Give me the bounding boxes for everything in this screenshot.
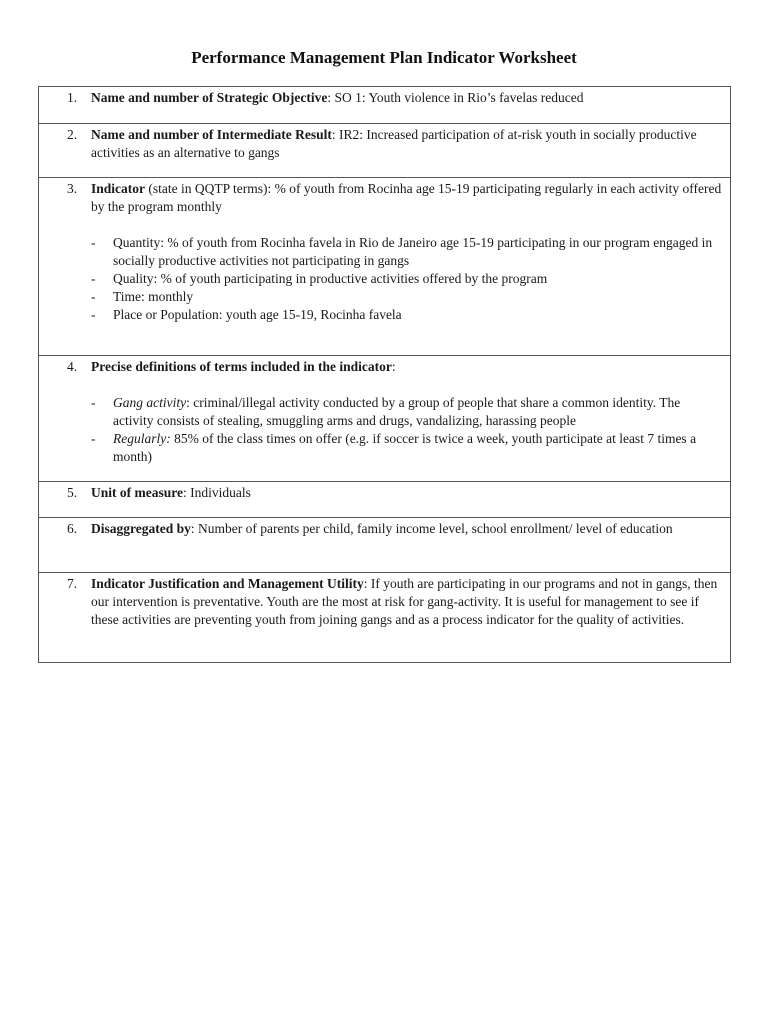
item-number: 6. [67,521,78,536]
item-text: (state in QQTP terms): % of youth from Rocinha age 15-19 participating regularly in each activity offered by the program monthly [91,181,722,214]
item-text: Individuals [186,485,251,500]
item-content [91,358,722,466]
document-title: Performance Management Plan Indicator Worksheet [191,48,577,67]
worksheet-table [38,86,731,663]
list-item: - Quality: % of youth participating in productive activities offered by the program [91,270,722,288]
item-separator: : [327,90,332,105]
item-number: 7. [67,576,78,591]
worksheet-row-justification [38,573,731,663]
item-text: SO 1: Youth violence in Rio’s favelas reduced [331,90,584,105]
item-label: Name and number of Intermediate Result [91,127,332,142]
item-content [91,180,722,324]
indicator-qqtp-list [91,234,722,324]
worksheet-row-intermediate-result [38,124,731,178]
worksheet-row-disaggregated-by [38,518,731,573]
definition-term: Regularly: [113,431,171,446]
item-label: Disaggregated by [91,521,191,536]
item-label: Indicator [91,181,145,196]
item-content [91,89,722,107]
definitions-list [91,394,722,466]
definition-term: Gang activity [113,395,187,410]
item-separator: : [331,127,336,142]
item-number: 2. [67,127,78,142]
definition-text: : criminal/illegal activity conducted by a group of people that share a common identity. The activity consists of stealing, smuggling arms and drugs, vandalizing, harassing people [113,395,681,428]
list-item: - Place or Population: youth age 15-19, Rocinha favela [91,306,722,324]
worksheet-row-unit-of-measure [38,482,731,518]
item-separator: : [183,485,187,500]
item-content [91,575,722,629]
item-number: 5. [67,485,78,500]
item-text: Number of parents per child, family income level, school enrollment/ level of education [194,521,673,536]
list-item [91,394,722,430]
item-separator: : [391,359,396,374]
item-label: Precise definitions of terms included in the indicator [91,359,392,374]
definition-text: 85% of the class times on offer (e.g. if soccer is twice a week, youth participate at least 7 times a month) [113,431,697,464]
list-item [91,430,722,466]
item-content [91,126,722,162]
item-number: 1. [67,90,78,105]
item-separator: : [363,576,368,591]
item-label: Name and number of Strategic Objective [91,90,328,105]
worksheet-row-definitions [38,356,731,482]
item-text: IR2: Increased participation of at-risk youth in socially productive activities as an alternative to gangs [91,127,697,160]
worksheet-row-indicator [38,178,731,356]
worksheet-row-strategic-objective [38,87,731,124]
list-item: - Quantity: % of youth from Rocinha favela in Rio de Janeiro age 15-19 participating in our program engaged in socially productive activities not participating in gangs [91,234,722,270]
item-number: 4. [67,359,78,374]
item-text: If youth are participating in our programs and not in gangs, then our intervention is preventative. Youth are the most at risk for gang-activity. It is useful for management to see if these activities are preventing youth from joining gangs and as a process indicator for the quality of activities. [91,576,718,627]
item-label: Unit of measure [91,485,183,500]
item-label: Indicator Justification and Management Utility [91,576,364,591]
item-content [91,484,722,502]
item-content [91,520,722,538]
item-number: 3. [67,181,78,196]
item-separator: : [190,521,195,536]
list-item: - Time: monthly [91,288,722,306]
